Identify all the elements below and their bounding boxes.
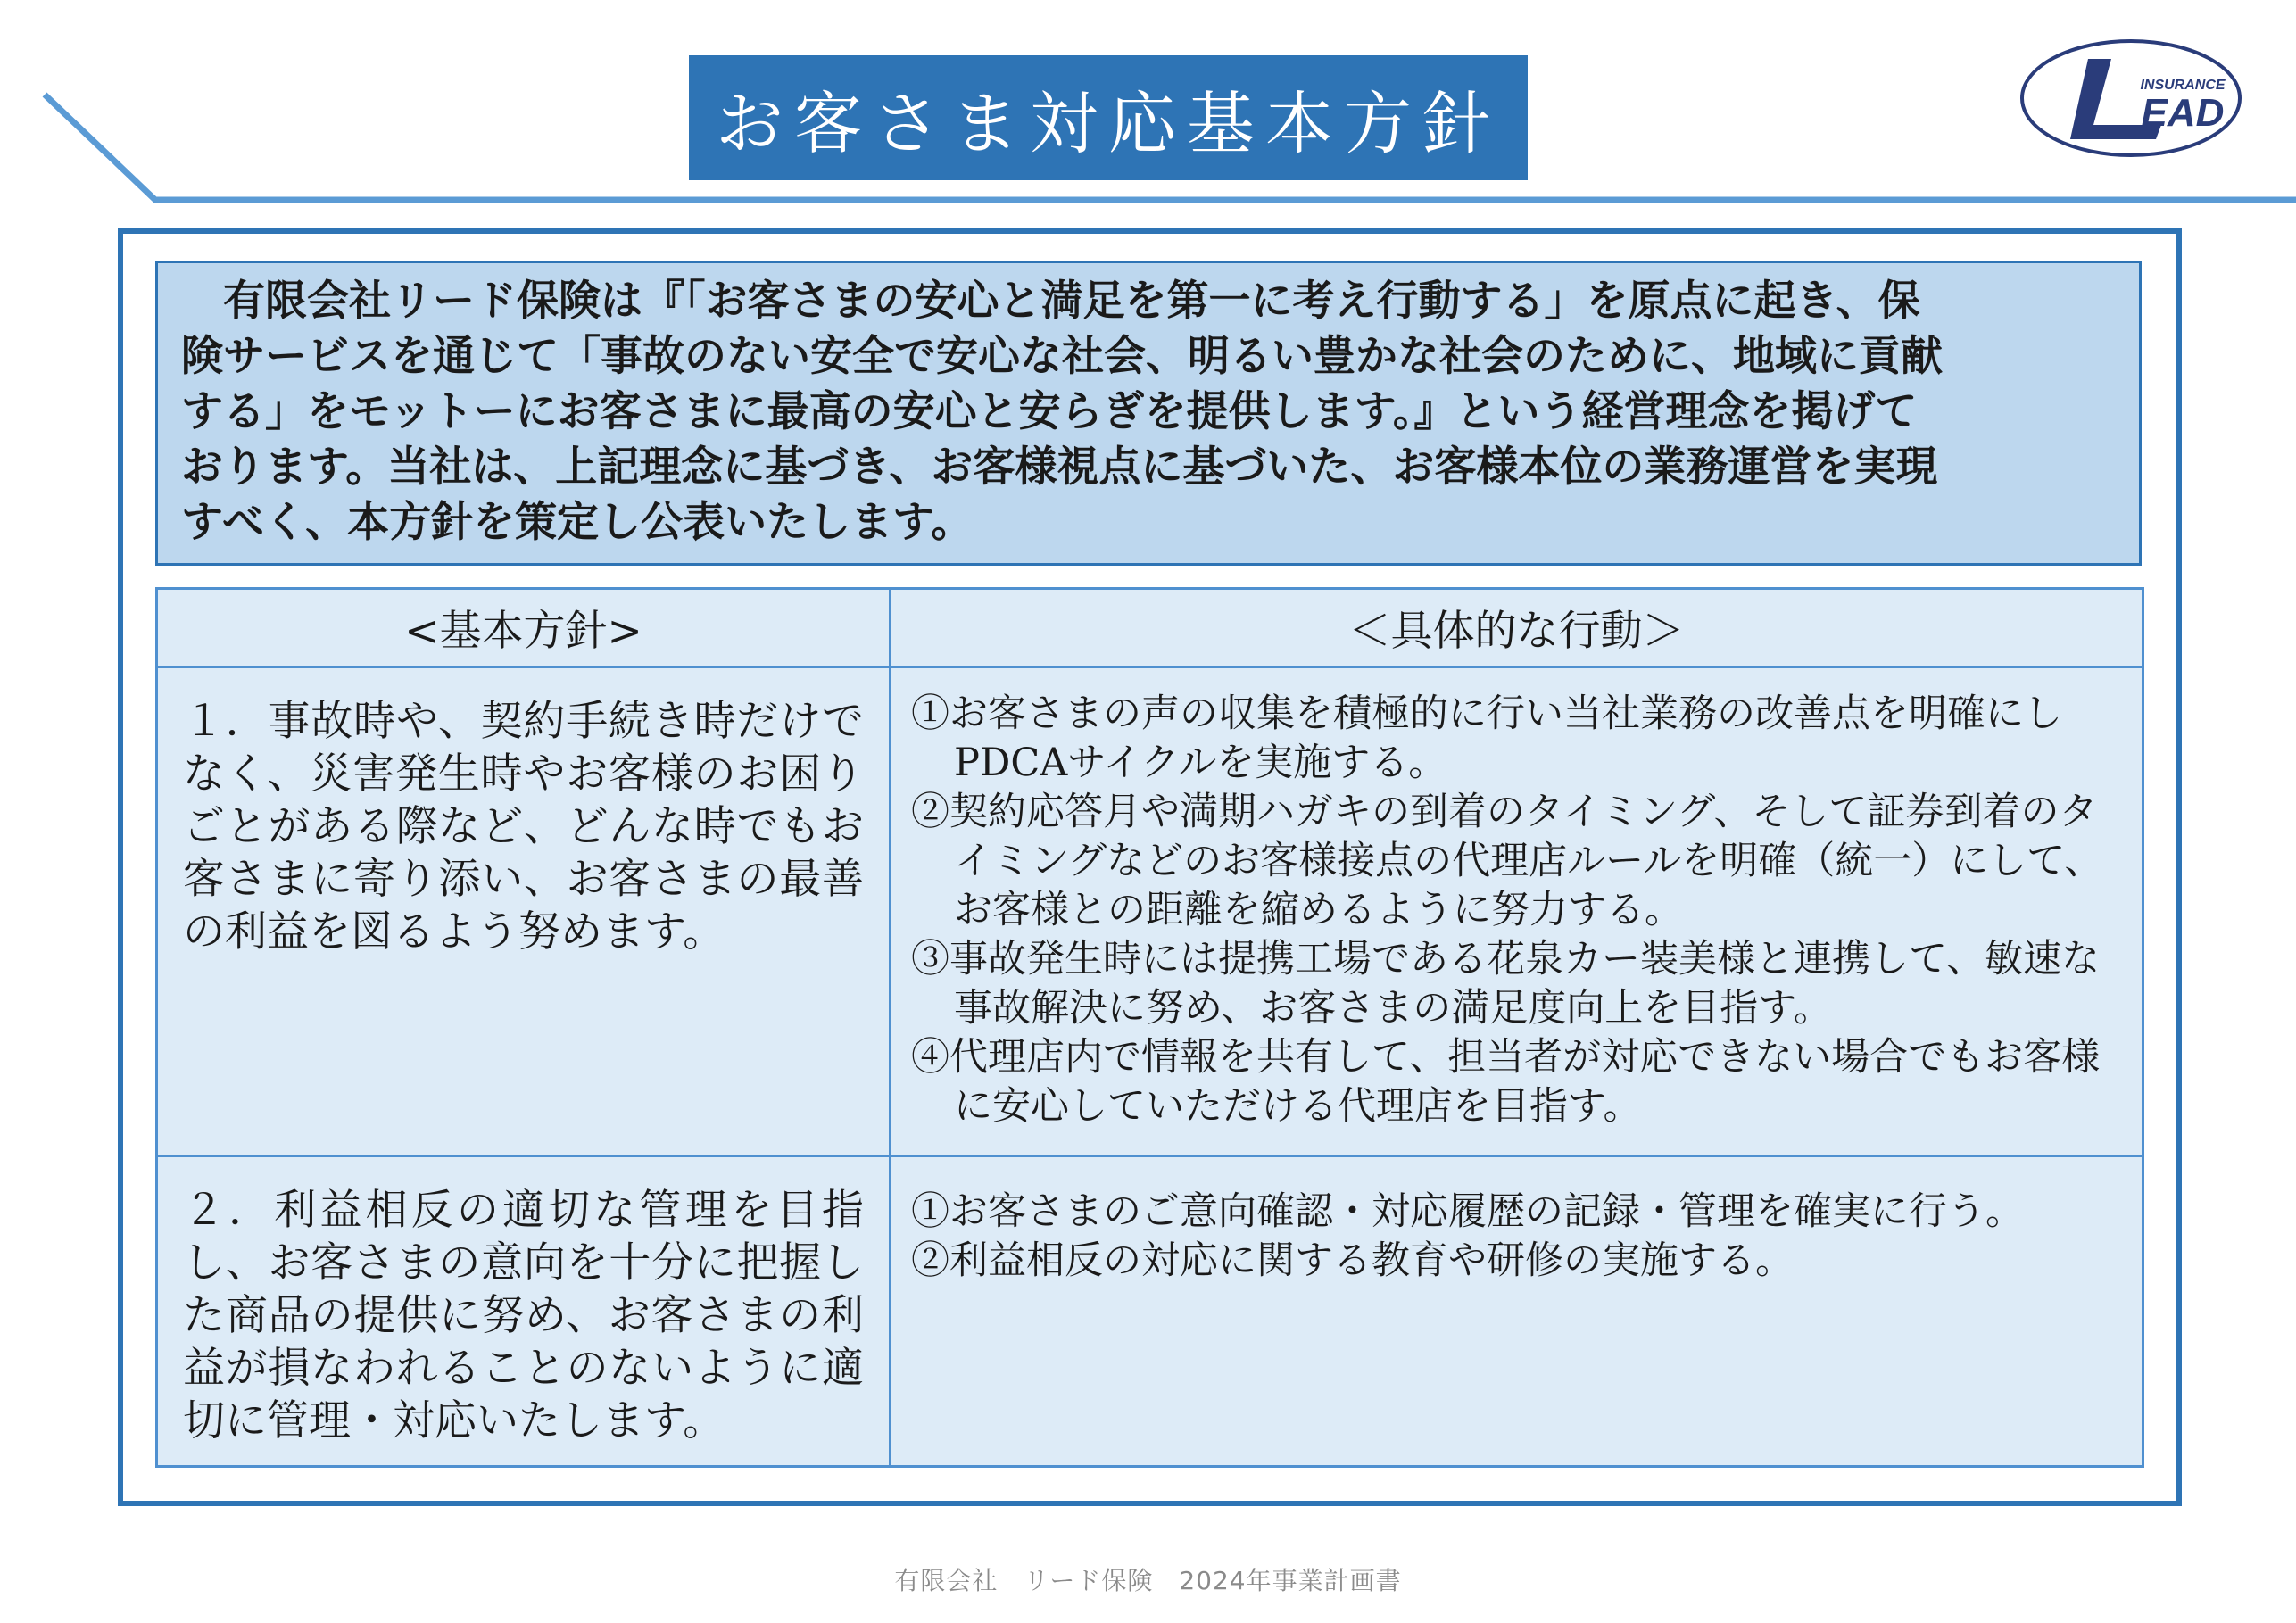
header-basic-policy: <基本方針> [157, 589, 891, 667]
table-row [157, 1156, 2143, 1467]
action-item: ②契約応答月や満期ハガキの到着のタイミング、そして証券到着のタイミングなどのお客様接点の代理店ルールを明確（統一）にして、お客様との距離を縮めるように努力する。 [911, 790, 2103, 932]
action-item: ①お客さまの声の収集を積極的に行い当社業務の改善点を明確にしPDCAサイクルを実施する。 [911, 691, 2062, 785]
page-footer: 有限会社 リード保険 2024年事業計画書 [894, 1566, 1402, 1595]
title-banner [689, 55, 1528, 180]
policy-cell: １．事故時や、契約手続き時だけでなく、災害発生時やお客様のお困りごとがある際など、どんな時でもお客さまに寄り添い、お客さまの最善の利益を図るよう努めます。 [157, 667, 891, 1156]
actions-cell [891, 667, 2143, 1156]
policy-table [155, 587, 2144, 1468]
logo-top-text: INSURANCE [2140, 78, 2226, 93]
management-philosophy-box [155, 261, 2142, 566]
actions-cell [891, 1156, 2143, 1467]
action-item: ②利益相反の対応に関する教育や研修の実施する。 [911, 1238, 1794, 1283]
page-title: お客さま対応基本方針 [716, 83, 1501, 163]
action-item: ①お客さまのご意向確認・対応履歴の記録・管理を確実に行う。 [911, 1189, 2024, 1234]
intro-line: すべく、本方針を策定し公表いたします。 [181, 498, 974, 547]
intro-line: する」をモットーにお客さまに最高の安心と安らぎを提供します。』という経営理念を掲げて [181, 387, 1918, 436]
header-concrete-actions: ＜具体的な行動＞ [891, 589, 2143, 667]
lead-logo [2018, 36, 2243, 161]
table-row [157, 667, 2143, 1156]
intro-line: 有限会社リード保険は『「お客さまの安心と満足を第一に考え行動する」を原点に起き、保 [181, 277, 1920, 326]
action-item: ③事故発生時には提携工場である花泉カー装美様と連携して、敏速な事故解決に努め、お客さまの満足度向上を目指す。 [911, 937, 2101, 1031]
intro-line: おります。当社は、上記理念に基づき、お客様視点に基づいた、お客様本位の業務運営を実現 [181, 443, 1938, 492]
logo-bottom-text: EAD [2141, 91, 2225, 135]
action-item: ④代理店内で情報を共有して、担当者が対応できない場合でもお客様に安心していただける代理店を目指す。 [911, 1035, 2101, 1129]
intro-line: 険サービスを通じて「事故のない安全で安心な社会、明るい豊かな社会のために、地域に貢献 [181, 332, 1943, 381]
policy-cell: ２．利益相反の適切な管理を目指し、お客さまの意向を十分に把握した商品の提供に努め、お客さまの利益が損なわれることのないように適切に管理・対応いたします。 [157, 1156, 891, 1467]
table-header-row [157, 589, 2143, 667]
